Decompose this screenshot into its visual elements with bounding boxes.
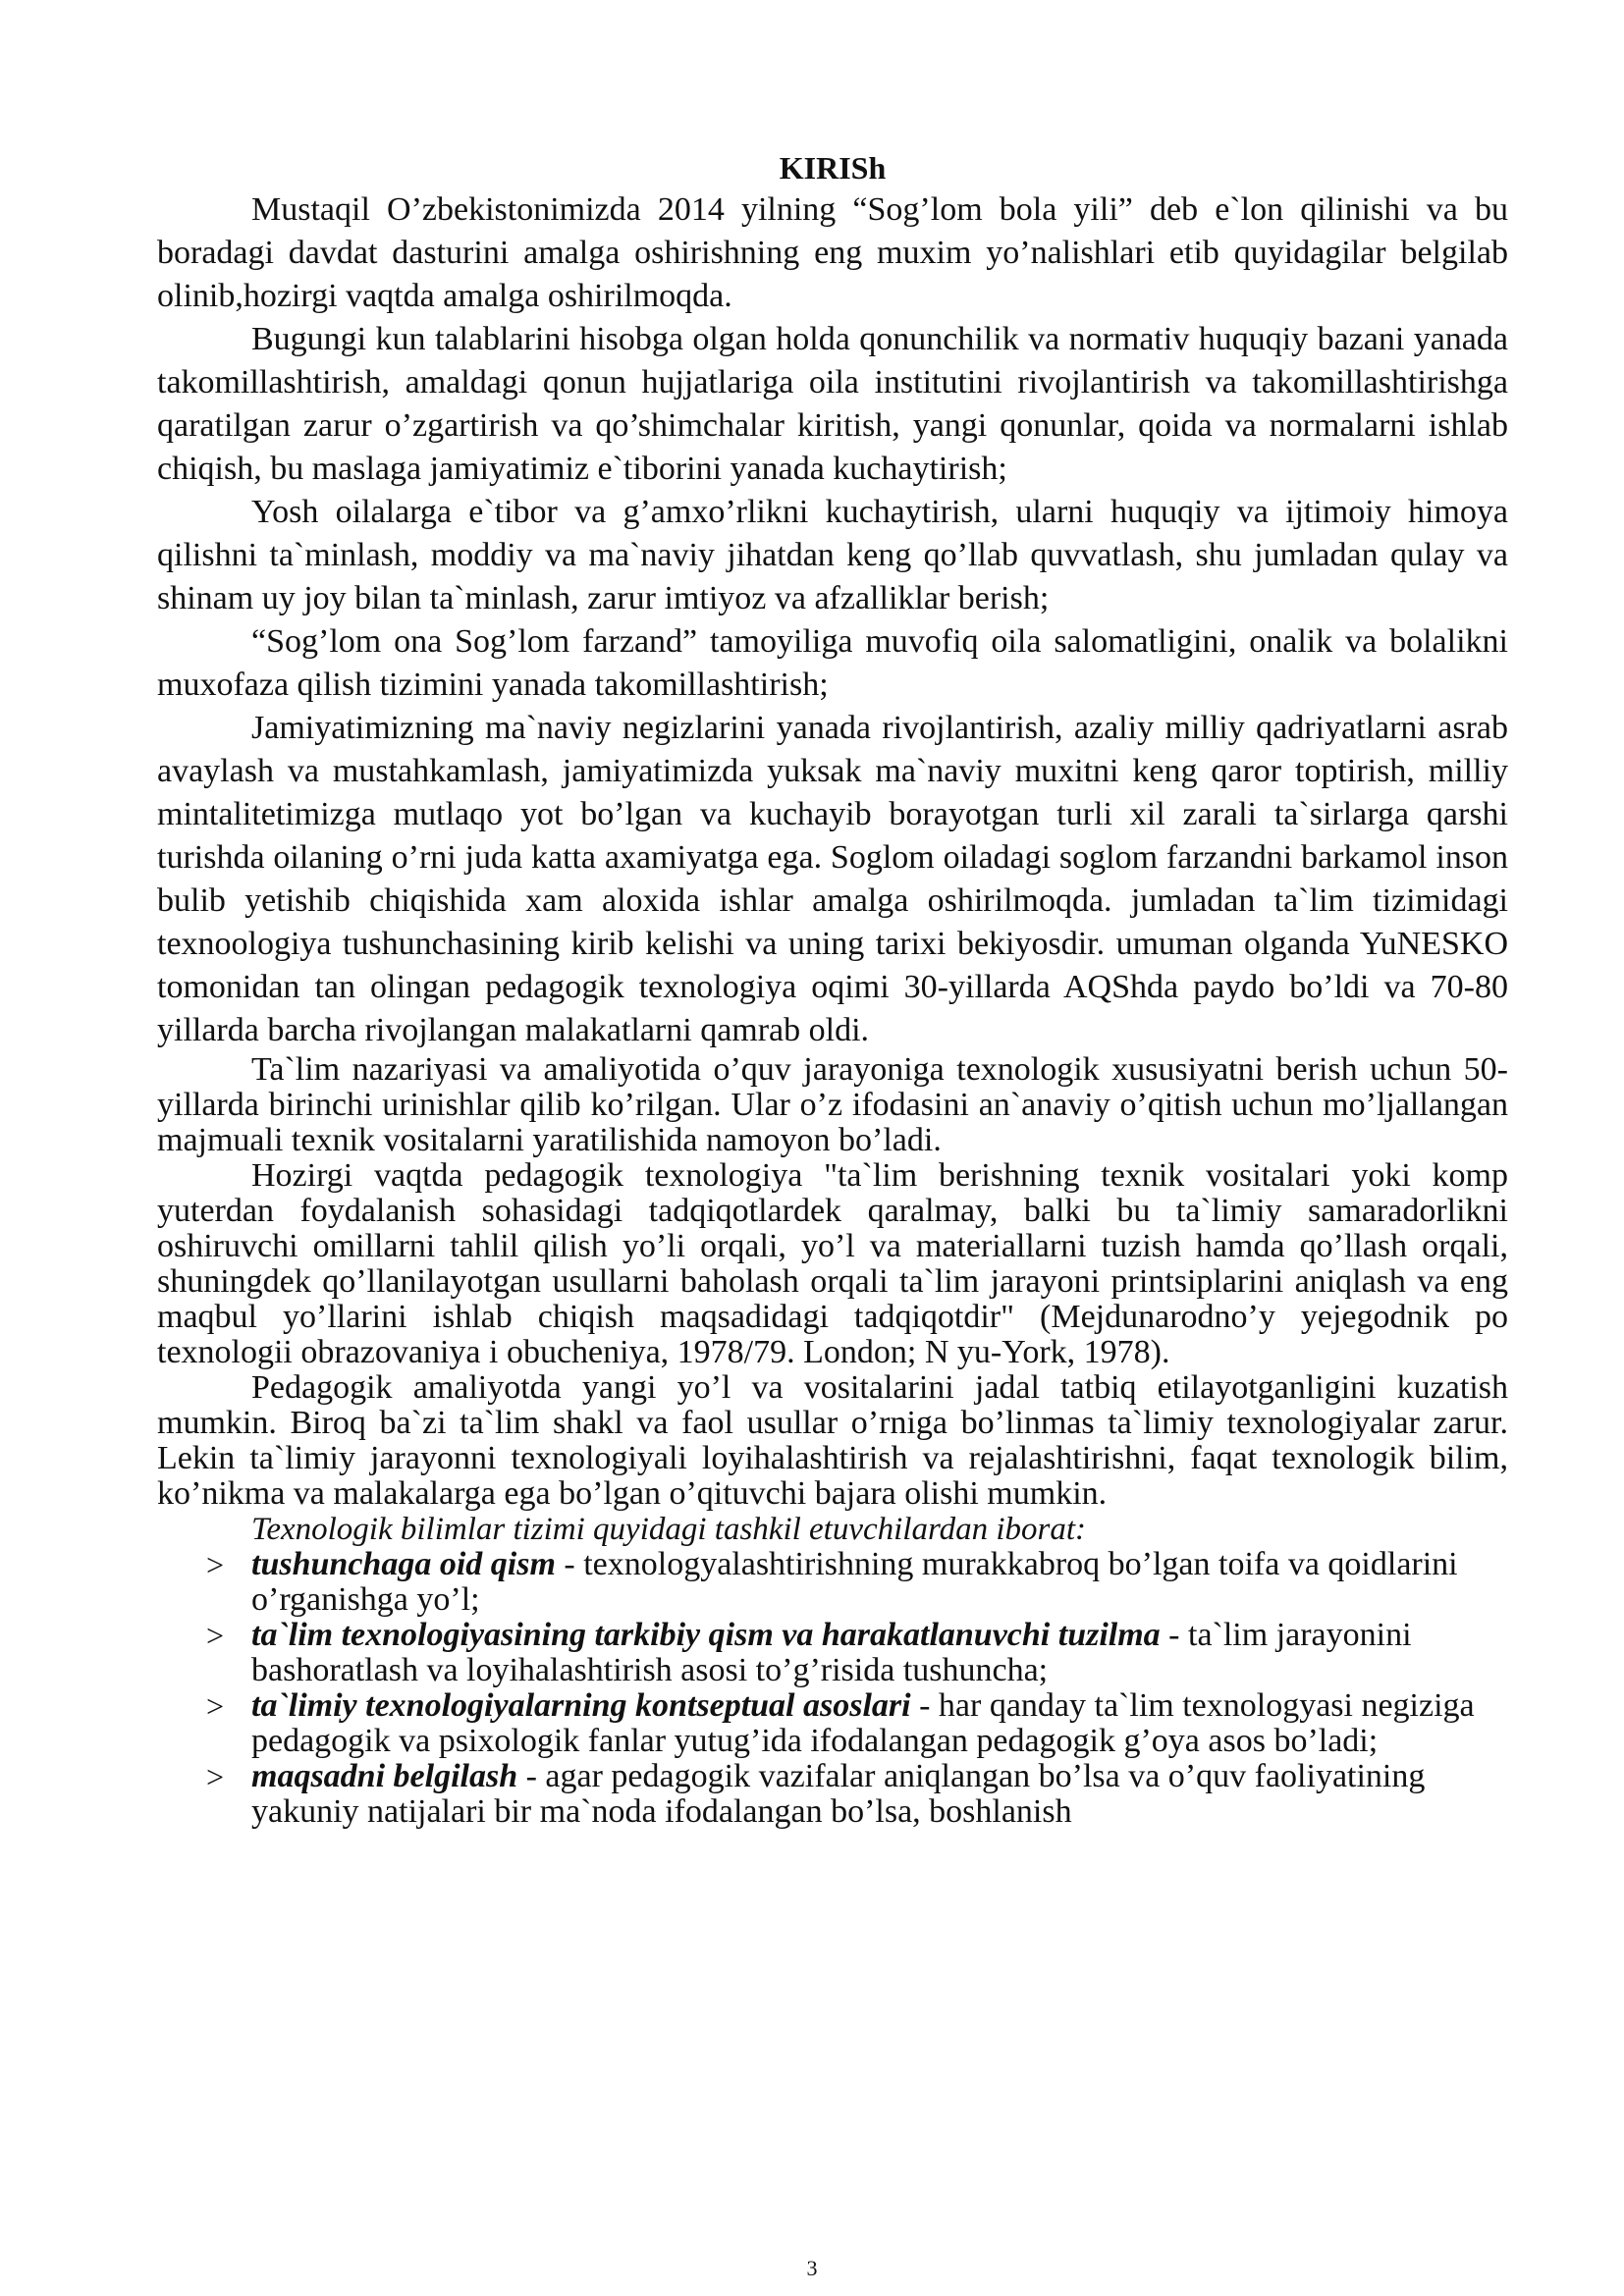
list-item (157, 1618, 1508, 1688)
list-item-text: - ta`lim jarayonini bashoratlash va loyihalashtirish asosi to’g’risida tushuncha; (251, 1617, 1412, 1688)
document-title: KIRISh (779, 150, 887, 186)
list-item (157, 1759, 1508, 1830)
paragraph: “Sog’lom ona Sog’lom farzand” tamoyiliga muvofiq oila salomatligini, onalik va bolalikni muxofaza qilish tizimini yanada takomillashtirish; (157, 623, 1508, 703)
list-item-term: ta`lim texnologiyasining tarkibiy qism va harakatlanuvchi tuzilma (251, 1617, 1161, 1653)
list-item-term: maqsadni belgilash (251, 1758, 518, 1794)
list-item (157, 1688, 1508, 1759)
paragraph: Mustaqil O’zbekistonimizda 2014 yilning “Sog’lom bola yili” deb e`lon qilinishi va bu boradagi davdat dasturini amalga oshirishning eng muxim yo’nalishlari etib quyidagilar belgilab olinib,hozirgi vaqtda amalga oshirilmoqda. (157, 191, 1508, 314)
list-item-text: - agar pedagogik vazifalar aniqlangan bo’lsa va o’quv faoliyatining yakuniy natijalari bir ma`noda ifodalangan bo’lsa, boshlanish (251, 1758, 1426, 1830)
paragraph: Pedagogik amaliyotda yangi yo’l va vositalarini jadal tatbiq etilayotganligini kuzatish mumkin. Biroq ba`zi ta`lim shakl va faol usullar o’rniga bo’linmas ta`limiy texnologiyalar zarur. Lekin ta`limiy jarayonni texnologiyali loyihalashtirish va rejalashtirishni, faqat texnologik bilim, ko’nikma va malakalarga ega bo’lgan o’qituvchi bajara olishi mumkin. (157, 1369, 1508, 1512)
arrow-bullet-icon: > (206, 1618, 225, 1653)
paragraph: Ta`lim nazariyasi va amaliyotida o’quv jarayoniga texnologik xususiyatni berish uchun 50-yillarda birinchi urinishlar qilib ko’rilgan. Ular o’z ifodasini an`anaviy o’qitish uchun mo’ljallangan majmuali texnik vositalarni yaratilishida namoyon bo’ladi. (157, 1051, 1508, 1158)
arrow-bullet-icon: > (206, 1759, 225, 1794)
list-item-term: ta`limiy texnologiyalarning kontseptual asoslari (251, 1687, 911, 1724)
list-intro: Texnologik bilimlar tizimi quyidagi tashkil etuvchilardan iborat: (251, 1512, 1087, 1547)
page-number: 3 (806, 2256, 818, 2280)
component-list (157, 1547, 1508, 1830)
arrow-bullet-icon: > (206, 1547, 225, 1582)
arrow-bullet-icon: > (206, 1688, 225, 1724)
paragraph: Hozirgi vaqtda pedagogik texnologiya "ta`lim berishning texnik vositalari yoki komp yuterdan foydalanish sohasidagi tadqiqotlardek qaralmay, balki bu ta`limiy samaradorlikni oshiruvchi omillarni tahlil qilish yo’li orqali, yo’l va materiallarni tuzish hamda qo’llash orqali, shuningdek qo’llanilayotgan usullarni baholash orqali ta`lim jarayoni printsiplarini aniqlash va eng maqbul yo’llarini ishlab chiqish maqsadidagi tadqiqotdir" (Mejdunarodno’y yejegodnik po texnologii obrazovaniya i obucheniya, 1978/79. London; N yu-York, 1978). (157, 1157, 1508, 1370)
list-item-text: - har qanday ta`lim texnologyasi negiziga pedagogik va psixologik fanlar yutug’ida ifodalangan pedagogik g’oya asos bo’ladi; (251, 1687, 1475, 1759)
page-content (157, 147, 1508, 1830)
list-item-text: - texnologyalashtirishning murakkabroq bo’lgan toifa va qoidlarini o’rganishga yo’l; (251, 1546, 1458, 1618)
paragraph: Jamiyatimizning ma`naviy negizlarini yanada rivojlantirish, azaliy milliy qadriyatlarni asrab avaylash va mustahkamlash, jamiyatimizda yuksak ma`naviy muxitni keng qaror toptirish, milliy mintalitetimizga mutlaqo yot bo’lgan va kuchayib borayotgan turli xil zarali ta`sirlarga qarshi turishda oilaning o’rni juda katta axamiyatga ega. Soglom oiladagi soglom farzandni barkamol inson bulib yetishib chiqishida xam aloxida ishlar amalga oshirilmoqda. jumladan ta`lim tizimidagi texnoologiya tushunchasining kirib kelishi va uning tarixi bekiyosdir. umuman olganda YuNESKO tomonidan tan olingan pedagogik texnologiya oqimi 30-yillarda AQShda paydo bo’ldi va 70-80 yillarda barcha rivojlangan malakatlarni qamrab oldi. (157, 710, 1508, 1048)
paragraph: Bugungi kun talablarini hisobga olgan holda qonunchilik va normativ huquqiy bazani yanada takomillashtirish, amaldagi qonun hujjatlariga oila institutini rivojlantirish va takomillashtirishga qaratilgan zarur o’zgartirish va qo’shimchalar kiritish, yangi qonunlar, qoida va normalarni ishlab chiqish, bu maslaga jamiyatimiz e`tiborini yanada kuchaytirish; (157, 321, 1508, 487)
paragraph: Yosh oilalarga e`tibor va g’amxo’rlikni kuchaytirish, ularni huquqiy va ijtimoiy himoya qilishni ta`minlash, moddiy va ma`naviy jihatdan keng qo’llab quvvatlash, shu jumladan qulay va shinam uy joy bilan ta`minlash, zarur imtiyoz va afzalliklar berish; (157, 494, 1508, 616)
list-item-term: tushunchaga oid qism (251, 1546, 556, 1582)
list-item (157, 1547, 1508, 1618)
